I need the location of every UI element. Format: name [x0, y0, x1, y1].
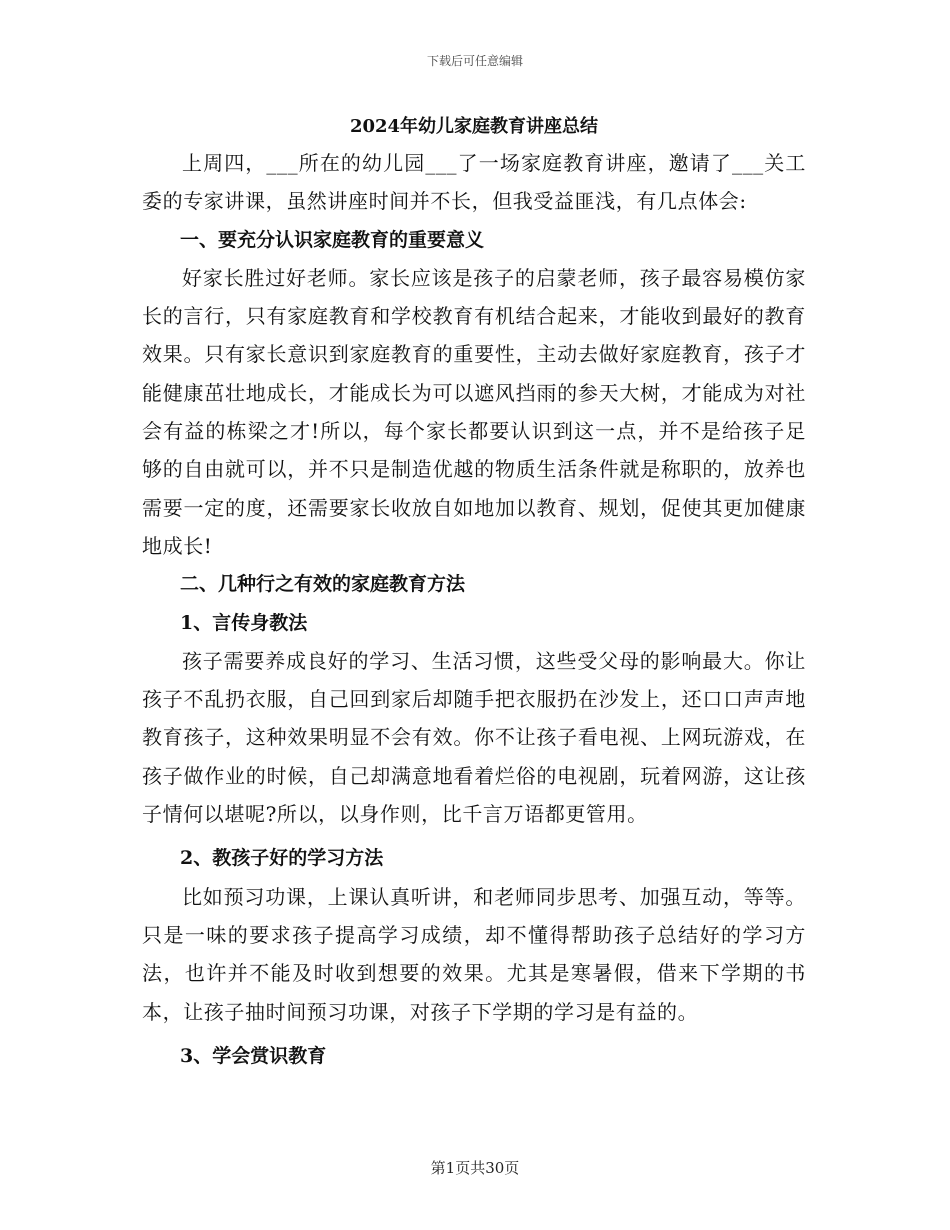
method2-paragraph: 比如预习功课，上课认真听讲，和老师同步思考、加强互动，等等。只是一味的要求孩子提高学习成绩，却不懂得帮助孩子总结好的学习方法，也许并不能及时收到想要的效果。尤其是寒暑假，借来下学期的书本，让孩子抽时间预习功课，对孩子下学期的学习是有益的。: [142, 884, 806, 1024]
document-body: [142, 110, 806, 1075]
page-header-note: 下载后可任意编辑: [426, 54, 523, 68]
section2-heading: 二、几种行之有效的家庭教育方法: [180, 573, 466, 596]
section1-heading: 一、要充分认识家庭教育的重要意义: [180, 228, 485, 251]
method2-heading: 2、教孩子好的学习方法: [180, 847, 384, 870]
section1-paragraph: 好家长胜过好老师。家长应该是孩子的启蒙老师，孩子最容易模仿家长的言行，只有家庭教育和学校教育有机结合起来，才能收到最好的教育效果。只有家长意识到家庭教育的重要性，主动去做好家庭教育，孩子才能健康茁壮地成长，才能成长为可以遮风挡雨的参天大树，才能成为对社会有益的栋梁之才!所以，每个家长都要认识到这一点，并不是给孩子足够的自由就可以，并不只是制造优越的物质生活条件就是称职的，放养也需要一定的度，还需要家长收放自如地加以教育、规划，促使其更加健康地成长!: [142, 265, 806, 558]
intro-paragraph: 上周四，___所在的幼儿园___了一场家庭教育讲座，邀请了___关工委的专家讲课，虽然讲座时间并不长，但我受益匪浅，有几点体会:: [142, 151, 806, 214]
method1-heading: 1、言传身教法: [180, 611, 308, 634]
page-number: 第1页共30页: [430, 1159, 520, 1177]
method3-heading: 3、学会赏识教育: [180, 1044, 327, 1067]
document-title: 2024年幼儿家庭教育讲座总结: [349, 116, 599, 137]
method1-paragraph: 孩子需要养成良好的学习、生活习惯，这些受父母的影响最大。你让孩子不乱扔衣服，自己回到家后却随手把衣服扔在沙发上，还口口声声地教育孩子，这种效果明显不会有效。你不让孩子看电视、上网玩游戏，在孩子做作业的时候，自己却满意地看着烂俗的电视剧，玩着网游，这让孩子情何以堪呢?所以，以身作则，比千言万语都更管用。: [142, 648, 806, 827]
